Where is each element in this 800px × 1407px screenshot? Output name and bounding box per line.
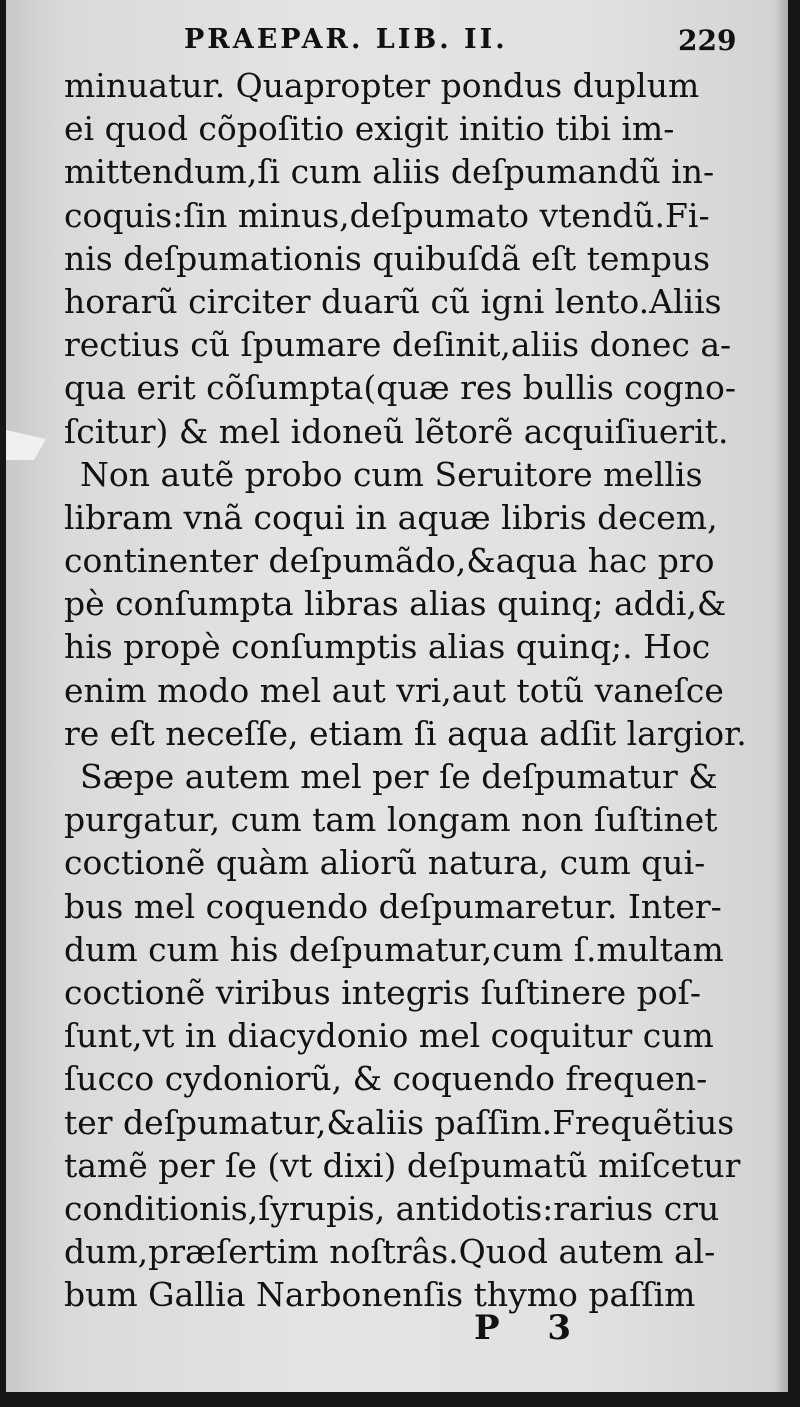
text-line: libram vnã coqui in aquæ libris decem,	[64, 497, 718, 537]
text-line: enim modo mel aut vri,aut totũ vaneſce	[64, 670, 724, 710]
text-line: qua erit cõſumpta(quæ res bullis cogno-	[64, 368, 737, 408]
text-line: continenter deſpumãdo,&aqua hac pro	[64, 541, 715, 581]
text-line: ſcitur) & mel idoneũ lẽtorẽ acquiſiuerit.	[64, 411, 729, 451]
text-line: ſunt,vt in diacydonio mel coquitur cum	[64, 1016, 714, 1056]
text-line: dum cum his deſpumatur,cum ſ.multam	[64, 929, 724, 969]
running-title: PRAEPAR. LIB. II.	[184, 24, 508, 55]
text-line: conditionis,ſyrupis, antidotis:rarius cru	[64, 1188, 720, 1228]
page-number: 229	[678, 24, 737, 57]
text-line: mittendum,ſi cum aliis deſpumandũ in-	[64, 152, 715, 192]
text-line: re eſt neceſſe, etiam ſi aqua adſit largior.	[64, 713, 747, 753]
body-text	[64, 64, 747, 1316]
text-line: coquis:ſin minus,deſpumato vtendũ.Fi-	[64, 195, 710, 235]
text-line: nis deſpumationis quibuſdã eſt tempus	[64, 238, 711, 278]
text-line: ei quod cõpoſitio exigit initio tibi im-	[64, 109, 675, 149]
signature-mark: P 3	[474, 1308, 590, 1348]
text-line: bum Gallia Narbonenſis thymo paſſim	[64, 1275, 696, 1315]
text-line: coctionẽ quàm aliorũ natura, cum qui-	[64, 843, 706, 883]
book-page	[6, 0, 788, 1392]
gutter-shadow	[774, 0, 788, 1392]
text-line: rectius cũ ſpumare deſinit,aliis donec a-	[64, 325, 732, 365]
text-line: his propè conſumptis alias quinq;. Hoc	[64, 627, 711, 667]
text-line: dum,præſertim noſtrâs.Quod autem al-	[64, 1232, 716, 1272]
text-line: coctionẽ viribus integris ſuſtinere poſ-	[64, 972, 702, 1012]
text-line: pè conſumpta libras alias quinq; addi,&	[64, 584, 727, 624]
page-header	[6, 18, 788, 58]
paragraph-start-line: Sæpe autem mel per ſe deſpumatur &	[80, 757, 718, 796]
text-line: purgatur, cum tam longam non ſuſtinet	[64, 800, 718, 840]
text-line: tamẽ per ſe (vt dixi) deſpumatũ miſcetur	[64, 1145, 741, 1185]
text-line: ſucco cydoniorũ, & coquendo frequen-	[64, 1059, 708, 1099]
text-line: minuatur. Quapropter pondus duplum	[64, 66, 700, 105]
text-line: ter deſpumatur,&aliis paſſim.Frequẽtius	[64, 1102, 735, 1142]
text-line: horarũ circiter duarũ cũ igni lento.Aliis	[64, 281, 722, 321]
torn-corner	[6, 430, 46, 460]
paragraph-start-line: Non autẽ probo cum Seruitore mellis	[80, 454, 703, 494]
text-line: bus mel coquendo deſpumaretur. Inter-	[64, 886, 722, 926]
